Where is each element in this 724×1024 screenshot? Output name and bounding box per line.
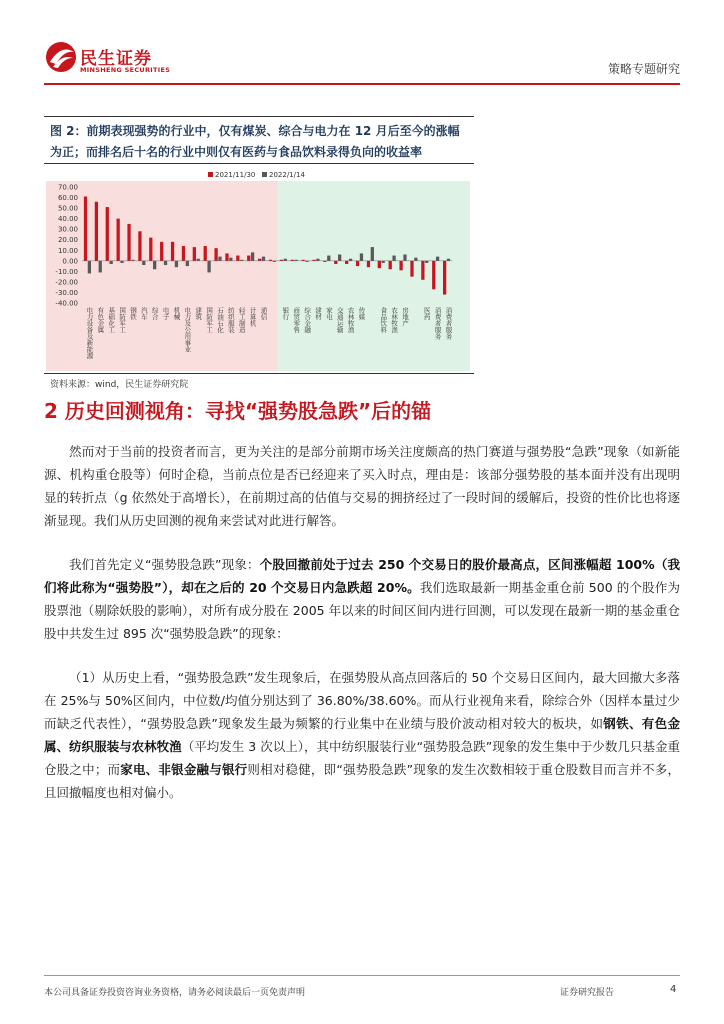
y-tick-label: 70.00 <box>57 183 78 192</box>
bar-series2 <box>110 261 113 264</box>
x-tick-label: 交通运输 <box>335 307 344 333</box>
paragraph-3-body-b: （平均发生 3 次以上），其中纺织服装行业“强势股急跌”现象的发生集中于少数几只基金重仓股之中；而 <box>44 739 680 777</box>
bar-series2 <box>164 261 167 265</box>
bar-series1 <box>269 260 272 261</box>
bar-series2 <box>382 261 385 263</box>
figure-source: 资料来源：wind，民生证券研究院 <box>50 380 189 390</box>
bar-series1 <box>258 259 261 261</box>
bar-series1 <box>225 253 228 260</box>
bar-series2 <box>371 247 374 261</box>
x-tick-label: 医药 <box>422 307 431 320</box>
bar-series1 <box>356 261 359 266</box>
x-tick-label: 综合 <box>150 307 159 320</box>
x-tick-label: 电子 <box>161 307 170 320</box>
x-tick-label: 国防军工 <box>118 307 127 333</box>
figure-top-rule <box>44 116 474 117</box>
bar-series2 <box>175 261 178 267</box>
bar-series2 <box>99 261 102 273</box>
bar-series1 <box>149 238 152 261</box>
footer-report-label: 证券研究报告 <box>560 988 615 998</box>
y-tick-label: 50.00 <box>57 204 78 213</box>
bar-series1 <box>345 261 348 264</box>
y-tick-label: -10.00 <box>55 267 78 276</box>
bar-series1 <box>160 242 163 261</box>
section-title: 2 历史回测视角：寻找“强势股急跌”后的锚 <box>44 399 432 423</box>
bar-chart-svg <box>44 163 474 373</box>
bar-series1 <box>84 196 87 260</box>
bar-series1 <box>106 207 109 261</box>
brand-name-cn: 民生证券 <box>80 49 152 69</box>
x-tick-label: 房地产 <box>401 307 410 327</box>
chart-bg-right-band <box>278 181 470 371</box>
figure-bottom-rule <box>44 373 474 374</box>
bar-series1 <box>312 260 315 261</box>
x-tick-label: 农林牧渔 <box>390 307 399 333</box>
x-tick-label: 家电 <box>324 307 333 320</box>
x-tick-label: 有色金属 <box>96 307 105 333</box>
bar-series2 <box>349 259 352 261</box>
bar-series2 <box>131 260 134 261</box>
legend-label-1: 2021/11/30 <box>215 171 256 179</box>
report-type: 策略专题研究 <box>607 62 680 76</box>
bar-series1 <box>432 261 435 289</box>
bar-series2 <box>262 257 265 261</box>
bar-series1 <box>127 224 130 261</box>
bar-series1 <box>171 242 174 261</box>
page-header <box>0 0 724 90</box>
paragraph-3-body-a: （1）从历史上看，“强势股急跌”发生现象后，在强势股从高点回落后的 50 个交易日区间内，最大回撤大多落在 25%与 50%区间内，中位数/均值分别达到了 36.80%/38.60%。而从行业视角来看，除综合外（因样本量过少而缺乏代表性），“强势股急跌”现象发生最为频繁的行业集中在业绩与股价波动相对较大的板块，如 <box>44 670 680 731</box>
brand-name-en: MINSHENG SECURITIES <box>80 66 171 74</box>
bar-series2 <box>120 261 123 263</box>
y-tick-label: -30.00 <box>55 288 78 297</box>
legend-swatch-2 <box>262 172 267 177</box>
bar-series2 <box>197 259 200 261</box>
bar-series2 <box>142 261 145 265</box>
bar-series1 <box>389 261 392 269</box>
bar-series2 <box>414 258 417 261</box>
y-tick-label: -40.00 <box>55 299 78 308</box>
bar-series1 <box>334 261 337 264</box>
bar-series1 <box>291 260 294 261</box>
y-tick-label: 0.00 <box>62 257 78 266</box>
y-tick-label: 40.00 <box>57 215 78 224</box>
x-tick-label: 银行 <box>281 307 290 320</box>
bar-series2 <box>327 256 330 261</box>
y-tick-label: 10.00 <box>57 246 78 255</box>
bar-series1 <box>443 261 446 295</box>
bar-series1 <box>182 246 185 261</box>
x-tick-label: 石油石化 <box>216 307 225 333</box>
bar-series1 <box>302 260 305 261</box>
x-tick-label: 计算机 <box>248 307 257 327</box>
bar-series2 <box>284 259 287 261</box>
bar-series1 <box>214 248 217 261</box>
x-tick-label: 电力设备及新能源 <box>85 307 94 359</box>
bar-series1 <box>378 261 381 268</box>
paragraph-3-volatile-industries: 钢铁、有色金属、纺织服装与农林牧渔 <box>44 716 680 754</box>
bar-series2 <box>251 252 254 260</box>
x-tick-label: 农林牧渔 <box>346 307 355 333</box>
bar-series2 <box>305 261 308 262</box>
bar-series1 <box>95 202 98 261</box>
x-tick-label: 传媒 <box>357 307 366 320</box>
x-tick-label: 钢铁 <box>128 307 137 320</box>
bar-series2 <box>425 261 428 263</box>
paragraph-3-body-c: 则相对稳健，即“强势股急跌”现象的发生次数相较于重仓股数目而言并不多，且回撤幅度也相对偏小。 <box>44 762 680 800</box>
paragraph-1: 然而对于当前的投资者而言，更为关注的是部分前期市场关注度颇高的热门赛道与强势股“急跌”现象（如新能源、机构重仓股等）何时企稳，当前点位是否已经迎来了买入时点，理由是：该部分强势股的基本面并没有出现明显的转折点（g 依然处于高增长），在前期过高的估值与交易的拥挤经过了一段时间的缓解后，投资的性价比也将逐渐显现。我们从历史回测的视角来尝试对此进行解答。 <box>44 444 680 528</box>
bar-series2 <box>392 256 395 261</box>
bar-series1 <box>193 247 196 261</box>
bar-series1 <box>204 246 207 261</box>
x-tick-label: 国防军工 <box>205 307 214 333</box>
bar-series1 <box>247 256 250 261</box>
legend-swatch-1 <box>208 172 213 177</box>
x-tick-label: 电力及公用事业 <box>183 307 192 353</box>
paragraph-2 <box>44 553 680 645</box>
x-tick-label: 机械 <box>172 307 181 320</box>
x-tick-label: 通信 <box>259 307 268 320</box>
bar-series1 <box>367 261 370 267</box>
bar-series2 <box>360 253 363 260</box>
page-number: 4 <box>670 984 677 995</box>
bar-series2 <box>186 261 189 266</box>
bar-series2 <box>229 258 232 261</box>
bar-chart <box>44 163 474 373</box>
footer-divider <box>44 975 680 976</box>
bar-series1 <box>236 256 239 261</box>
bar-series2 <box>218 257 221 261</box>
y-tick-label: 20.00 <box>57 236 78 245</box>
y-tick-label: 60.00 <box>57 194 78 203</box>
header-divider <box>44 83 680 85</box>
y-tick-label: 30.00 <box>57 225 78 234</box>
figure-title-line2: 为正；而排名后十名的行业中则仅有医药与食品饮料录得负向的收益率 <box>50 145 423 159</box>
bar-series2 <box>403 254 406 260</box>
bar-series2 <box>240 260 243 261</box>
x-tick-label: 基础化工 <box>107 307 116 333</box>
bar-series2 <box>447 259 450 261</box>
x-tick-label: 综合金融 <box>303 307 312 333</box>
bar-series2 <box>316 259 319 261</box>
bar-series2 <box>207 261 210 273</box>
bar-series1 <box>323 261 326 262</box>
x-tick-label: 纺织服装 <box>226 307 235 333</box>
x-tick-label: 商贸零售 <box>292 307 301 333</box>
bar-series2 <box>436 257 439 261</box>
bar-series1 <box>399 261 402 270</box>
footer-disclaimer: 本公司具备证券投资咨询业务资格，请务必阅读最后一页免责声明 <box>44 988 306 998</box>
x-tick-label: 消费者服务 <box>433 307 442 340</box>
figure-title-line1: 图 2：前期表现强势的行业中，仅有煤炭、综合与电力在 12 月后至今的涨幅 <box>50 124 460 138</box>
bar-series2 <box>153 261 156 269</box>
bar-series2 <box>273 261 276 262</box>
paragraph-2-intro: 我们首先定义“强势股急跌”现象： <box>69 557 260 572</box>
legend-label-2: 2022/1/14 <box>269 171 305 179</box>
bar-series1 <box>421 261 424 280</box>
paragraph-3 <box>44 666 680 804</box>
y-tick-label: -20.00 <box>55 278 78 287</box>
x-tick-label: 汽车 <box>139 307 148 320</box>
chart-bg-left-band <box>46 181 278 371</box>
bar-series2 <box>295 260 298 261</box>
x-tick-label: 消费者服务 <box>444 307 453 340</box>
x-tick-label: 轻工制造 <box>237 307 246 333</box>
paragraph-2-definition: 个股回撤前处于过去 250 个交易日的股价最高点，区间涨幅超 100%（我们将此称为“强势股”），却在之后的 20 个交易日内急跌超 20%。 <box>44 557 680 595</box>
bar-series1 <box>410 261 413 277</box>
bar-series1 <box>138 231 141 261</box>
figure-title <box>50 121 470 163</box>
paragraph-2-body: 我们选取最新一期基金重仓前 500 的个股作为股票池（剔除妖股的影响），对所有成分股在 2005 年以来的时间区间内进行回测，可以发现在最新一期的基金重仓股中共发生过 895 次“强势股急跌”的现象： <box>44 580 680 641</box>
bar-series1 <box>117 219 120 261</box>
bar-series1 <box>280 260 283 261</box>
paragraph-3-stable-industries: 家电、非银金融与银行 <box>120 762 248 777</box>
x-tick-label: 食品饮料 <box>379 307 388 333</box>
x-tick-label: 建材 <box>313 307 322 320</box>
x-tick-label: 建筑 <box>194 307 203 320</box>
bar-series2 <box>88 261 91 274</box>
bar-series2 <box>338 254 341 260</box>
